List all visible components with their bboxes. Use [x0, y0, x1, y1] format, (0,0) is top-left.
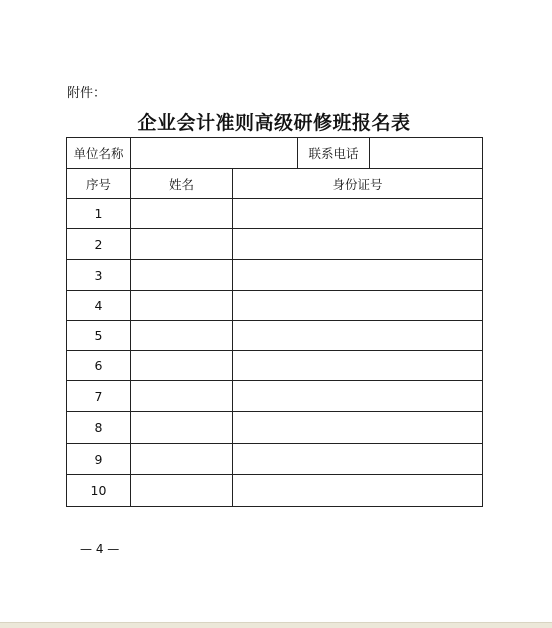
phone-field[interactable]	[370, 138, 483, 169]
row-number: 9	[67, 444, 131, 475]
id-number-cell[interactable]	[233, 260, 483, 291]
unit-name-label: 单位名称	[67, 138, 131, 169]
table-row	[67, 199, 483, 229]
id-number-cell[interactable]	[233, 444, 483, 475]
column-header-name: 姓名	[131, 169, 233, 199]
page-number: — 4 —	[80, 542, 120, 556]
attachment-label: 附件：	[67, 86, 107, 101]
table-row	[67, 291, 483, 321]
table-row	[67, 475, 483, 507]
row-number: 8	[67, 412, 131, 444]
phone-label: 联系电话	[298, 138, 370, 169]
name-cell[interactable]	[131, 291, 233, 321]
table-row	[67, 444, 483, 475]
unit-name-field[interactable]	[131, 138, 298, 169]
name-cell[interactable]	[131, 321, 233, 351]
table-row	[67, 321, 483, 351]
table-row	[67, 412, 483, 444]
id-number-cell[interactable]	[233, 381, 483, 412]
header-row	[67, 169, 483, 199]
row-number: 5	[67, 321, 131, 351]
row-number: 3	[67, 260, 131, 291]
id-number-cell[interactable]	[233, 229, 483, 260]
id-number-cell[interactable]	[233, 475, 483, 507]
name-cell[interactable]	[131, 444, 233, 475]
name-cell[interactable]	[131, 412, 233, 444]
name-cell[interactable]	[131, 229, 233, 260]
row-number: 6	[67, 351, 131, 381]
row-number: 10	[67, 475, 131, 507]
table-row	[67, 351, 483, 381]
name-cell[interactable]	[131, 351, 233, 381]
form-title: 企业会计准则高级研修班报名表	[137, 112, 411, 134]
table-row	[67, 229, 483, 260]
table-row	[67, 260, 483, 291]
name-cell[interactable]	[131, 199, 233, 229]
name-cell[interactable]	[131, 475, 233, 507]
id-number-cell[interactable]	[233, 351, 483, 381]
name-cell[interactable]	[131, 260, 233, 291]
row-number: 2	[67, 229, 131, 260]
column-header-id-number: 身份证号	[233, 169, 483, 199]
id-number-cell[interactable]	[233, 321, 483, 351]
registration-form-table	[66, 137, 483, 507]
unit-info-row	[67, 138, 483, 169]
id-number-cell[interactable]	[233, 291, 483, 321]
id-number-cell[interactable]	[233, 412, 483, 444]
column-header-number: 序号	[67, 169, 131, 199]
id-number-cell[interactable]	[233, 199, 483, 229]
row-number: 7	[67, 381, 131, 412]
table-row	[67, 381, 483, 412]
name-cell[interactable]	[131, 381, 233, 412]
row-number: 4	[67, 291, 131, 321]
row-number: 1	[67, 199, 131, 229]
page-bottom-edge	[0, 622, 552, 628]
